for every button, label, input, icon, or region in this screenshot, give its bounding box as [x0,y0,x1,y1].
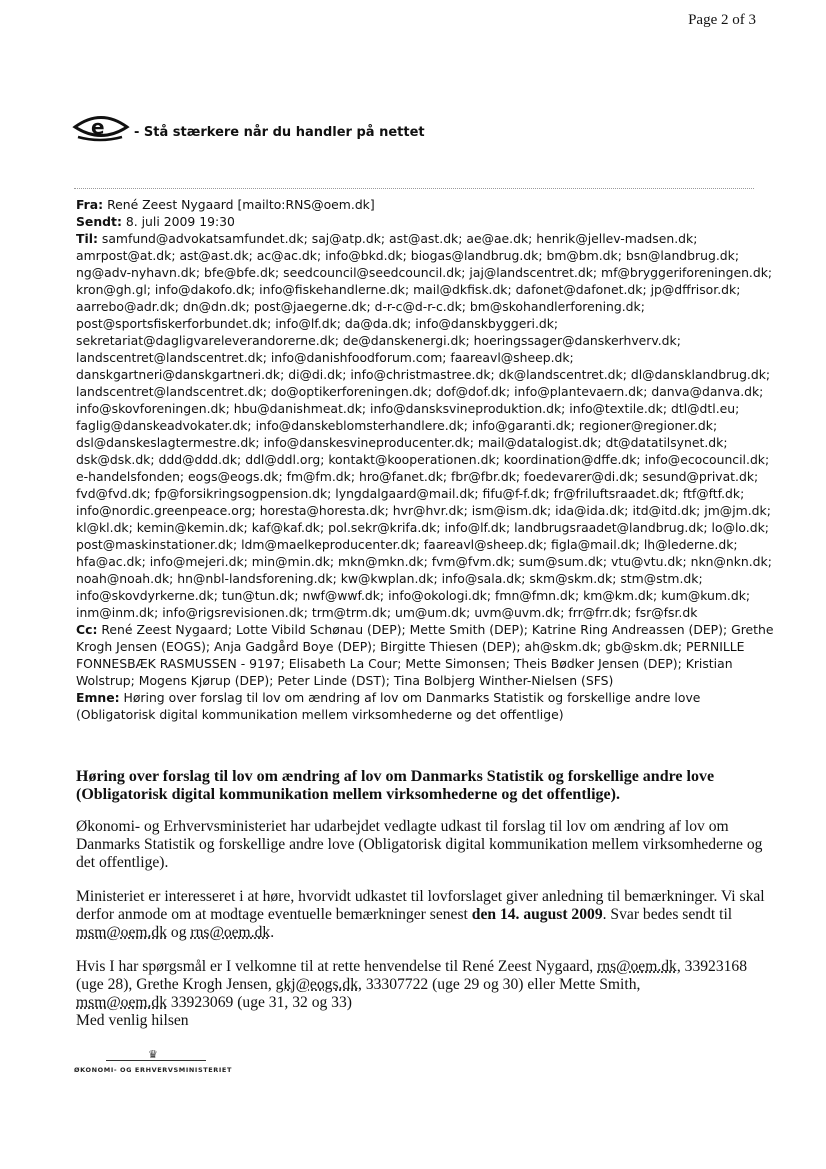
to-recipient: sum@sum.dk; [518,554,608,569]
to-recipient: trm@trm.dk; [311,605,392,620]
to-recipient: fr@friluftsraadet.dk; [553,486,679,501]
to-recipient: danskgartneri@danskgartneri.dk; [76,367,285,382]
to-recipient: noah@noah.dk; [76,571,174,586]
to-recipient: samfund@advokatsamfundet.dk; [101,231,308,246]
to-recipient: faareavl@sheep.dk; [423,537,548,552]
to-recipient: landscentret@landscentret.dk; [76,350,267,365]
deadline-text-3: og [167,924,191,941]
to-recipient: info@danskesvineproducenter.dk; [263,435,474,450]
to-recipient: info@danskbyggeri.dk; [415,316,559,331]
to-recipient: biogas@landbrug.dk; [410,248,543,263]
sent-line [76,213,776,230]
to-recipient: e-handelsfonden; [76,469,185,484]
to-recipient: lo@lo.dk; [711,520,769,535]
to-recipient: post@sportsfiskerforbundet.dk; [76,316,272,331]
cc-label: Cc: [76,622,98,637]
sent-value: 8. juli 2009 19:30 [125,214,235,229]
to-recipient: kl@kl.dk; [76,520,133,535]
banner-tagline: - Stå stærkere når du handler på nettet [134,124,425,140]
email-link-rns-contact[interactable]: rns@oem.dk [597,958,677,975]
to-recipient: jm@jm.dk; [704,503,771,518]
to-recipient: hfa@ac.dk; [76,554,146,569]
page-number: Page 2 of 3 [688,12,756,28]
ministry-signature-logo [74,1048,254,1078]
to-recipient: bfe@bfe.dk; [203,265,280,280]
to-recipient: landscentret@landscentret.dk; [76,384,267,399]
to-recipient: hoeringssager@danskerhverv.dk; [473,333,681,348]
to-recipient: dsl@danskeslagtermestre.dk; [76,435,260,450]
to-recipient: mf@bryggeriforeningen.dk; [601,265,773,280]
to-recipient: info@textile.dk; [569,401,668,416]
to-recipient: info@dansksvineproduktion.dk; [370,401,566,416]
to-recipient: dafonet@dafonet.dk; [515,282,647,297]
to-recipient: kemin@kemin.dk; [136,520,248,535]
to-recipient: mail@datalogist.dk; [477,435,602,450]
to-recipient: kaf@kaf.dk; [251,520,325,535]
to-recipient: danva@danva.dk; [651,384,764,399]
to-recipient: di@di.dk; [288,367,347,382]
email-link-rns[interactable]: rns@oem.dk [190,924,271,941]
to-recipient: info@ecocouncil.dk; [644,452,770,467]
to-recipient: regioner@regioner.dk; [578,418,718,433]
to-recipient: info@nordic.greenpeace.org; [76,503,256,518]
to-recipient: ldm@maelkeproducenter.dk; [241,537,420,552]
to-recipient: bm@skohandlerforening.dk; [469,299,645,314]
deadline-date: den 14. august 2009 [471,906,603,923]
to-recipient: koordination@dffe.dk; [503,452,641,467]
to-recipient: ast@ast.dk; [179,248,253,263]
subject-value: Høring over forslag til lov om ændring af lov om Danmarks Statistik og forskellige andre love (Obligatorisk digital kommunikation mellem virksomhederne og det offentlige) [76,690,701,722]
sent-label: Sendt: [76,214,122,229]
to-recipient: kum@kum.dk; [661,588,751,603]
deadline-text-2: . Svar bedes sendt til [602,906,733,923]
to-recipient: fsr@fsr.dk [635,605,698,620]
to-label: Til: [76,231,98,246]
to-recipient: aarrebo@adr.dk; [76,299,179,314]
from-line [76,196,776,213]
contacts-text-4: 33923069 (uge 31, 32 og 33) [167,994,352,1011]
to-recipient: ng@adv-nyhavn.dk; [76,265,201,280]
cc-line [76,621,776,689]
eye-logo-icon [72,110,130,144]
to-recipient: post@jaegerne.dk; [253,299,371,314]
to-recipient: da@da.dk; [344,316,412,331]
to-recipient: jaj@landscentret.dk; [469,265,598,280]
to-line [76,230,776,621]
ministry-name: ØKONOMI- OG ERHVERVSMINISTERIET [74,1066,233,1074]
cc-value: René Zeest Nygaard; Lotte Vibild Schønau (DEP); Mette Smith (DEP); Katrine Ring Andreassen (DEP); Grethe Krogh Jensen (EOGS); Anja Gadgård Boye (DEP); Birgitte Thiesen (DEP); ah@skm.dk; gb@skm.dk; PERNILLE FONNESBÆK RASMUSSEN - 9197; Elisabeth La Cour; Mette Simonsen; Theis Bødker Jensen (DEP); Kristian Wolstrup; Mogens Kjørup (DEP); Peter Linde (DST); Tina Bolbjerg Winther-Nielsen (SFS) [76,622,774,688]
contacts-text-3: , 33307722 (uge 29 og 30) eller Mette Smith, [358,976,641,993]
to-recipient: post@maskinstationer.dk; [76,537,238,552]
to-recipient: dl@dansklandbrug.dk; [630,367,771,382]
to-recipient: dk@landscentret.dk; [498,367,627,382]
to-recipient: d-r-c@d-r-c.dk; [374,299,466,314]
divider [74,188,754,189]
to-recipient: min@min.dk; [251,554,335,569]
to-recipient: skm@skm.dk; [529,571,617,586]
to-recipient: fp@forsikringsogpension.dk; [154,486,332,501]
to-recipient: info@christmastree.dk; [350,367,495,382]
paragraph-intro: Økonomi- og Erhvervsministeriet har udarbejdet vedlagte udkast til forslag til lov om ændring af lov om Danmarks Statistik og forskellige andre love (Obligatorisk digital kommunikation mellem virksomhederne og det offentlige). [76,818,763,871]
to-recipient: info@sala.dk; [441,571,526,586]
to-recipient: info@bkd.dk; [325,248,407,263]
to-recipient: faareavl@sheep.dk; [450,350,574,365]
to-recipient: dn@dn.dk; [182,299,250,314]
to-recipient: eogs@eogs.dk; [188,469,283,484]
closing-greeting: Med venlig hilsen [76,1012,189,1029]
to-recipient: mail@dkfisk.dk; [413,282,512,297]
to-recipient: ftf@ftf.dk; [682,486,745,501]
to-recipient: info@dakofo.dk; [154,282,256,297]
to-recipient: info@skovforeningen.dk; [76,401,230,416]
to-recipient: lyngdalgaard@mail.dk; [335,486,479,501]
to-recipient: horesta@horesta.dk; [259,503,389,518]
to-recipient: dof@dof.dk; [435,384,511,399]
to-recipient: kron@gh.gl; [76,282,151,297]
to-recipient: faglig@danskeadvokater.dk; [76,418,252,433]
to-recipient: dsk@dsk.dk; [76,452,155,467]
to-recipient: nwf@wwf.dk; [302,588,385,603]
to-recipient: hbu@danishmeat.dk; [233,401,367,416]
to-recipient: kw@kwplan.dk; [340,571,438,586]
email-link-msm-contact[interactable]: msm@oem.dk [76,994,168,1011]
to-recipient: info@rigsrevisionen.dk; [162,605,308,620]
to-recipient: stm@stm.dk; [620,571,703,586]
to-recipient: fvd@fvd.dk; [76,486,151,501]
to-recipient: ida@ida.dk; [555,503,629,518]
to-recipient: ddl@ddl.org; [245,452,325,467]
to-recipient: info@okologi.dk; [388,588,492,603]
to-recipient: foedevarer@di.dk; [524,469,639,484]
subject-label: Emne: [76,690,120,705]
to-recipient: info@fiskehandlerne.dk; [259,282,410,297]
paragraph-contacts [76,958,766,1012]
contacts-text-2: , 33923168 (uge 28), Grethe Krogh Jensen, [76,958,748,993]
to-recipient: info@garanti.dk; [471,418,575,433]
email-link-gkj[interactable]: gkj@eogs.dk [275,976,359,993]
to-recipient: ism@ism.dk; [471,503,552,518]
to-recipient: dtl@dtl.eu; [670,401,740,416]
to-recipient: fvm@fvm.dk; [431,554,515,569]
to-recipient: bm@bm.dk; [546,248,622,263]
to-recipient: km@km.dk; [583,588,658,603]
email-header [76,196,776,723]
to-recipient: do@optikerforeningen.dk; [270,384,432,399]
to-recipient: ddd@ddd.dk; [158,452,242,467]
deadline-text-4: . [270,924,275,941]
to-recipient: amrpost@at.dk; [76,248,176,263]
to-recipient: nkn@nkn.dk; [690,554,772,569]
to-recipient: kontakt@kooperationen.dk; [328,452,500,467]
deadline-text: Ministeriet er interesseret i at høre, hvorvidt udkastet til lovforslaget giver anledning til bemærkninger. Vi skal derfor anmode om at modtage eventuelle bemærkninger senest [76,888,765,923]
to-recipient: info@skovdyrkerne.dk; [76,588,218,603]
to-recipient: fmn@fmn.dk; [495,588,580,603]
to-recipient: sekretariat@dagligvareleverandorerne.dk; [76,333,339,348]
letter-heading: Høring over forslag til lov om ændring af lov om Danmarks Statistik og forskellige andre love (Obligatorisk digital kommunikation mellem virksomhederne og det offentlige). [76,768,715,803]
to-recipient: henrik@jellev-madsen.dk; [536,231,698,246]
to-recipient: info@plantevaern.dk; [514,384,648,399]
to-recipient: ae@ae.dk; [466,231,533,246]
to-recipient: hvr@hvr.dk; [392,503,468,518]
to-recipient: info@lf.dk; [275,316,341,331]
to-recipient: info@danskeblomsterhandlere.dk; [255,418,468,433]
to-recipient-list [76,231,772,620]
contacts-text: Hvis I har spørgsmål er I velkomne til at rette henvendelse til René Zeest Nygaard, [76,958,598,975]
to-recipient: info@mejeri.dk; [149,554,248,569]
to-recipient: dt@datatilsynet.dk; [605,435,728,450]
to-recipient: itd@itd.dk; [632,503,701,518]
banner [72,110,425,144]
to-recipient: bsn@landbrug.dk; [625,248,740,263]
paragraph-deadline [76,888,766,942]
letter-body [76,768,766,1030]
to-recipient: uvm@uvm.dk; [474,605,565,620]
to-recipient: fbr@fbr.dk; [451,469,521,484]
to-recipient: info@lf.dk; [444,520,511,535]
to-recipient: vtu@vtu.dk; [611,554,687,569]
crown-icon: ♛ [148,1048,158,1061]
to-recipient: hn@nbl-landsforening.dk; [177,571,337,586]
to-recipient: landbrugsraadet@landbrug.dk; [514,520,708,535]
subject-line [76,689,776,723]
to-recipient: seedcouncil@seedcouncil.dk; [283,265,466,280]
to-recipient: pol.sekr@krifa.dk; [328,520,441,535]
to-recipient: info@danishfoodforum.com; [270,350,447,365]
email-link-msm[interactable]: msm@oem.dk [76,924,168,941]
to-recipient: tun@tun.dk; [221,588,299,603]
to-recipient: figla@mail.dk; [551,537,640,552]
to-recipient: hro@fanet.dk; [358,469,448,484]
to-recipient: ast@ast.dk; [389,231,463,246]
to-recipient: sesund@privat.dk; [642,469,759,484]
to-recipient: frr@frr.dk; [568,605,632,620]
from-label: Fra: [76,197,104,212]
to-recipient: inm@inm.dk; [76,605,159,620]
to-recipient: lh@lederne.dk; [643,537,738,552]
to-recipient: de@danskenergi.dk; [342,333,470,348]
to-recipient: mkn@mkn.dk; [338,554,428,569]
signature-rule [106,1060,206,1061]
to-recipient: jp@dffrisor.dk; [650,282,741,297]
to-recipient: saj@atp.dk; [311,231,386,246]
to-recipient: fm@fm.dk; [286,469,356,484]
svg-text:e: e [91,115,105,139]
to-recipient: fifu@f-f.dk; [482,486,550,501]
to-recipient: um@um.dk; [394,605,471,620]
to-recipient: ac@ac.dk; [256,248,322,263]
from-value: René Zeest Nygaard [mailto:RNS@oem.dk] [107,197,375,212]
